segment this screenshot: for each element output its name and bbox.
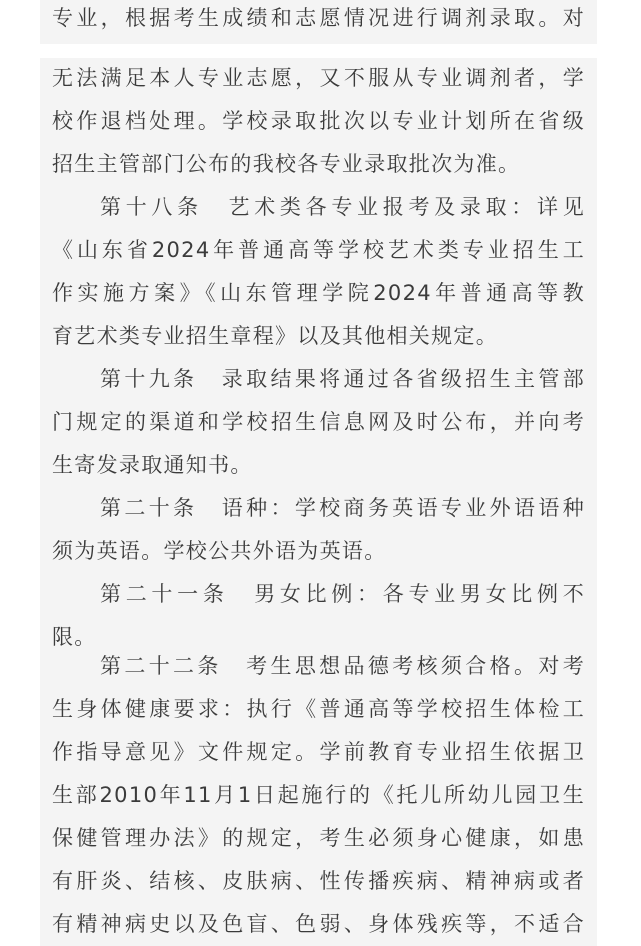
- text-line: 无法满足本人专业志愿，又不服从专业调剂者，学: [52, 66, 585, 90]
- article-20-heading: 第二十条 语种：学校商务英语专业外语语种: [100, 496, 585, 520]
- text-line: 招生主管部门公布的我校各专业录取批次为准。: [52, 152, 521, 176]
- text-line: 作指导意见》文件规定。学前教育专业招生依据卫: [52, 740, 585, 764]
- text-line: 《山东省2024年普通高等学校艺术类专业招生工: [52, 238, 585, 262]
- text-line: 有肝炎、结核、皮肤病、性传播疾病、精神病或者: [52, 869, 585, 893]
- article-22-heading: 第二十二条 考生思想品德考核须合格。对考: [100, 654, 585, 678]
- text-line: 作实施方案》《山东管理学院2024年普通高等教: [52, 281, 585, 305]
- text-line: 保健管理办法》的规定，考生必须身心健康，如患: [52, 826, 585, 850]
- text-line: 校作退档处理。学校录取批次以专业计划所在省级: [52, 109, 585, 133]
- article-19-heading: 第十九条 录取结果将通过各省级招生主管部: [100, 367, 585, 391]
- text-line: 生寄发录取通知书。: [52, 453, 253, 477]
- article-18-heading: 第十八条 艺术类各专业报考及录取：详见: [100, 195, 585, 219]
- text-line: 专业，根据考生成绩和志愿情况进行调剂录取。对: [52, 6, 585, 30]
- text-line: 有精神病史以及色盲、色弱、身体残疾等，不适合: [52, 912, 585, 936]
- text-line: 生身体健康要求：执行《普通高等学校招生体检工: [52, 697, 585, 721]
- text-line: 育艺术类专业招生章程》以及其他相关规定。: [52, 324, 498, 348]
- text-line: 生部2010年11月1日起施行的《托儿所幼儿园卫生: [52, 783, 585, 807]
- text-line: 须为英语。学校公共外语为英语。: [52, 539, 387, 563]
- text-line: 门规定的渠道和学校招生信息网及时公布，并向考: [52, 410, 585, 434]
- text-line: 限。: [52, 625, 97, 649]
- article-21-heading: 第二十一条 男女比例：各专业男女比例不: [100, 582, 585, 606]
